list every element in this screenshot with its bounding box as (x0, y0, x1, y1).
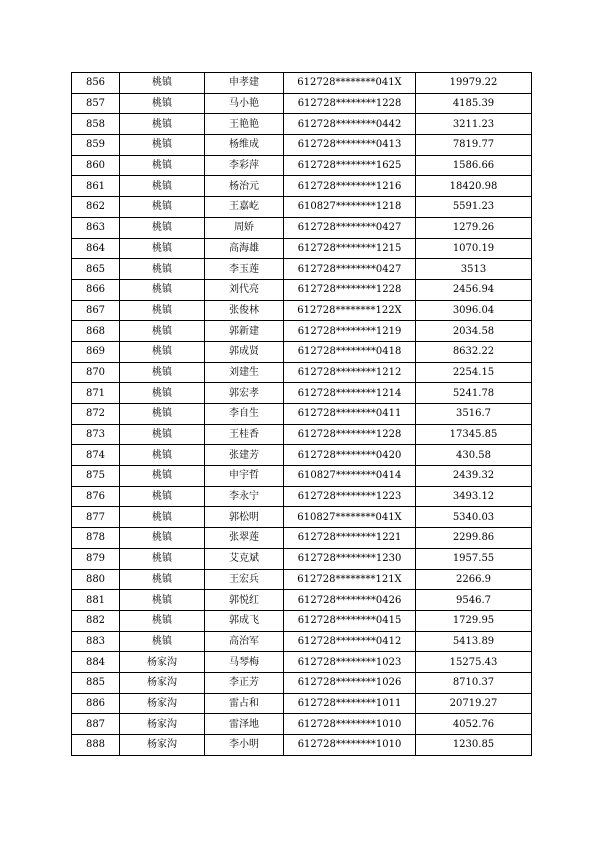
town-cell: 桃镇 (120, 238, 205, 259)
town-cell: 桃镇 (120, 176, 205, 197)
town-cell: 桃镇 (120, 404, 205, 425)
amount-cell: 1957.55 (416, 548, 532, 569)
town-cell: 杨家沟 (120, 693, 205, 714)
id-number-cell: 612728********0415 (284, 610, 416, 631)
table-row (72, 714, 532, 735)
row-number-cell: 886 (72, 693, 120, 714)
amount-cell: 5340.03 (416, 507, 532, 528)
id-number-cell: 610827********041X (284, 507, 416, 528)
amount-cell: 2439.32 (416, 466, 532, 487)
row-number-cell: 871 (72, 383, 120, 404)
id-number-cell: 612728********1228 (284, 93, 416, 114)
name-cell: 高海雄 (205, 238, 284, 259)
id-number-cell: 612728********1625 (284, 155, 416, 176)
table-row (72, 445, 532, 466)
town-cell: 桃镇 (120, 610, 205, 631)
amount-cell: 1070.19 (416, 238, 532, 259)
row-number-cell: 877 (72, 507, 120, 528)
row-number-cell: 864 (72, 238, 120, 259)
amount-cell: 7819.77 (416, 135, 532, 156)
table-row (72, 300, 532, 321)
name-cell: 李玉莲 (205, 259, 284, 280)
id-number-cell: 612728********0426 (284, 590, 416, 611)
id-number-cell: 612728********1223 (284, 486, 416, 507)
table-row (72, 341, 532, 362)
table-row (72, 176, 532, 197)
amount-cell: 1279.26 (416, 217, 532, 238)
table-row (72, 590, 532, 611)
row-number-cell: 862 (72, 197, 120, 218)
row-number-cell: 861 (72, 176, 120, 197)
row-number-cell: 881 (72, 590, 120, 611)
row-number-cell: 888 (72, 735, 120, 756)
name-cell: 杨维成 (205, 135, 284, 156)
name-cell: 王宏兵 (205, 569, 284, 590)
name-cell: 刘代亮 (205, 279, 284, 300)
id-number-cell: 612728********0413 (284, 135, 416, 156)
id-number-cell: 612728********0427 (284, 217, 416, 238)
town-cell: 杨家沟 (120, 672, 205, 693)
name-cell: 马小艳 (205, 93, 284, 114)
row-number-cell: 883 (72, 631, 120, 652)
town-cell: 桃镇 (120, 466, 205, 487)
row-number-cell: 878 (72, 528, 120, 549)
table-row (72, 672, 532, 693)
name-cell: 雷占和 (205, 693, 284, 714)
amount-cell: 3096.04 (416, 300, 532, 321)
town-cell: 桃镇 (120, 569, 205, 590)
town-cell: 桃镇 (120, 93, 205, 114)
amount-cell: 17345.85 (416, 424, 532, 445)
table-row (72, 528, 532, 549)
id-number-cell: 612728********0420 (284, 445, 416, 466)
amount-cell: 4185.39 (416, 93, 532, 114)
id-number-cell: 612728********1010 (284, 714, 416, 735)
row-number-cell: 876 (72, 486, 120, 507)
id-number-cell: 612728********1010 (284, 735, 416, 756)
id-number-cell: 612728********0442 (284, 114, 416, 135)
row-number-cell: 857 (72, 93, 120, 114)
town-cell: 桃镇 (120, 383, 205, 404)
amount-cell: 19979.22 (416, 73, 532, 94)
table-row (72, 197, 532, 218)
table-row (72, 693, 532, 714)
town-cell: 桃镇 (120, 341, 205, 362)
row-number-cell: 860 (72, 155, 120, 176)
town-cell: 桃镇 (120, 73, 205, 94)
name-cell: 李正芳 (205, 672, 284, 693)
town-cell: 桃镇 (120, 217, 205, 238)
table-body (72, 73, 532, 756)
table-row (72, 383, 532, 404)
name-cell: 张翠莲 (205, 528, 284, 549)
amount-cell: 2299.86 (416, 528, 532, 549)
id-number-cell: 612728********041X (284, 73, 416, 94)
name-cell: 马琴梅 (205, 652, 284, 673)
id-number-cell: 612728********1026 (284, 672, 416, 693)
name-cell: 李自生 (205, 404, 284, 425)
table-row (72, 466, 532, 487)
table-row (72, 93, 532, 114)
row-number-cell: 880 (72, 569, 120, 590)
town-cell: 桃镇 (120, 197, 205, 218)
id-number-cell: 612728********1215 (284, 238, 416, 259)
amount-cell: 3493.12 (416, 486, 532, 507)
id-number-cell: 610827********1218 (284, 197, 416, 218)
id-number-cell: 612728********122X (284, 300, 416, 321)
amount-cell: 3516.7 (416, 404, 532, 425)
row-number-cell: 863 (72, 217, 120, 238)
town-cell: 桃镇 (120, 300, 205, 321)
row-number-cell: 858 (72, 114, 120, 135)
id-number-cell: 612728********1216 (284, 176, 416, 197)
payment-table (71, 72, 532, 756)
row-number-cell: 879 (72, 548, 120, 569)
table-row (72, 279, 532, 300)
table-row (72, 259, 532, 280)
town-cell: 桃镇 (120, 321, 205, 342)
table-row (72, 321, 532, 342)
row-number-cell: 882 (72, 610, 120, 631)
table-row (72, 507, 532, 528)
town-cell: 桃镇 (120, 548, 205, 569)
table-row (72, 424, 532, 445)
id-number-cell: 612728********0411 (284, 404, 416, 425)
row-number-cell: 868 (72, 321, 120, 342)
amount-cell: 2034.58 (416, 321, 532, 342)
amount-cell: 5241.78 (416, 383, 532, 404)
id-number-cell: 612728********0412 (284, 631, 416, 652)
id-number-cell: 612728********1230 (284, 548, 416, 569)
id-number-cell: 612728********1228 (284, 279, 416, 300)
amount-cell: 2456.94 (416, 279, 532, 300)
id-number-cell: 612728********1214 (284, 383, 416, 404)
name-cell: 周娇 (205, 217, 284, 238)
name-cell: 杨治元 (205, 176, 284, 197)
row-number-cell: 867 (72, 300, 120, 321)
row-number-cell: 873 (72, 424, 120, 445)
name-cell: 李彩萍 (205, 155, 284, 176)
table-row (72, 486, 532, 507)
row-number-cell: 865 (72, 259, 120, 280)
amount-cell: 4052.76 (416, 714, 532, 735)
amount-cell: 1230.85 (416, 735, 532, 756)
row-number-cell: 866 (72, 279, 120, 300)
table-row (72, 135, 532, 156)
town-cell: 桃镇 (120, 445, 205, 466)
id-number-cell: 612728********1023 (284, 652, 416, 673)
name-cell: 王桂香 (205, 424, 284, 445)
row-number-cell: 870 (72, 362, 120, 383)
name-cell: 李小明 (205, 735, 284, 756)
town-cell: 桃镇 (120, 279, 205, 300)
name-cell: 郭悦红 (205, 590, 284, 611)
row-number-cell: 884 (72, 652, 120, 673)
town-cell: 桃镇 (120, 259, 205, 280)
name-cell: 郭新建 (205, 321, 284, 342)
name-cell: 郭松明 (205, 507, 284, 528)
town-cell: 杨家沟 (120, 714, 205, 735)
row-number-cell: 856 (72, 73, 120, 94)
id-number-cell: 612728********1212 (284, 362, 416, 383)
amount-cell: 1586.66 (416, 155, 532, 176)
table-row (72, 631, 532, 652)
amount-cell: 5413.89 (416, 631, 532, 652)
id-number-cell: 610827********0414 (284, 466, 416, 487)
name-cell: 申孝建 (205, 73, 284, 94)
row-number-cell: 869 (72, 341, 120, 362)
town-cell: 桃镇 (120, 362, 205, 383)
name-cell: 郭宏孝 (205, 383, 284, 404)
amount-cell: 3211.23 (416, 114, 532, 135)
id-number-cell: 612728********1228 (284, 424, 416, 445)
id-number-cell: 612728********1011 (284, 693, 416, 714)
name-cell: 高治军 (205, 631, 284, 652)
name-cell: 刘建生 (205, 362, 284, 383)
table-row (72, 548, 532, 569)
town-cell: 杨家沟 (120, 652, 205, 673)
row-number-cell: 885 (72, 672, 120, 693)
table-row (72, 652, 532, 673)
id-number-cell: 612728********1219 (284, 321, 416, 342)
row-number-cell: 872 (72, 404, 120, 425)
town-cell: 桃镇 (120, 590, 205, 611)
name-cell: 张俊林 (205, 300, 284, 321)
town-cell: 桃镇 (120, 486, 205, 507)
row-number-cell: 887 (72, 714, 120, 735)
town-cell: 桃镇 (120, 155, 205, 176)
town-cell: 杨家沟 (120, 735, 205, 756)
amount-cell: 18420.98 (416, 176, 532, 197)
row-number-cell: 875 (72, 466, 120, 487)
amount-cell: 8710.37 (416, 672, 532, 693)
name-cell: 申宇哲 (205, 466, 284, 487)
table-row (72, 217, 532, 238)
id-number-cell: 612728********0418 (284, 341, 416, 362)
name-cell: 王艳艳 (205, 114, 284, 135)
id-number-cell: 612728********0427 (284, 259, 416, 280)
town-cell: 桃镇 (120, 507, 205, 528)
amount-cell: 2266.9 (416, 569, 532, 590)
id-number-cell: 612728********121X (284, 569, 416, 590)
amount-cell: 8632.22 (416, 341, 532, 362)
table-row (72, 155, 532, 176)
amount-cell: 5591.23 (416, 197, 532, 218)
table-row (72, 114, 532, 135)
table-row (72, 362, 532, 383)
table-row (72, 569, 532, 590)
table-row (72, 73, 532, 94)
amount-cell: 3513 (416, 259, 532, 280)
name-cell: 雷泽地 (205, 714, 284, 735)
town-cell: 桃镇 (120, 114, 205, 135)
town-cell: 桃镇 (120, 528, 205, 549)
town-cell: 桃镇 (120, 631, 205, 652)
amount-cell: 9546.7 (416, 590, 532, 611)
name-cell: 郭成飞 (205, 610, 284, 631)
table-row (72, 735, 532, 756)
name-cell: 张建芳 (205, 445, 284, 466)
town-cell: 桃镇 (120, 135, 205, 156)
name-cell: 李永宁 (205, 486, 284, 507)
amount-cell: 15275.43 (416, 652, 532, 673)
name-cell: 郭成贤 (205, 341, 284, 362)
table-row (72, 610, 532, 631)
amount-cell: 20719.27 (416, 693, 532, 714)
row-number-cell: 874 (72, 445, 120, 466)
amount-cell: 430.58 (416, 445, 532, 466)
name-cell: 王嘉屹 (205, 197, 284, 218)
table-row (72, 238, 532, 259)
amount-cell: 1729.95 (416, 610, 532, 631)
id-number-cell: 612728********1221 (284, 528, 416, 549)
table-row (72, 404, 532, 425)
name-cell: 艾克斌 (205, 548, 284, 569)
amount-cell: 2254.15 (416, 362, 532, 383)
town-cell: 桃镇 (120, 424, 205, 445)
row-number-cell: 859 (72, 135, 120, 156)
